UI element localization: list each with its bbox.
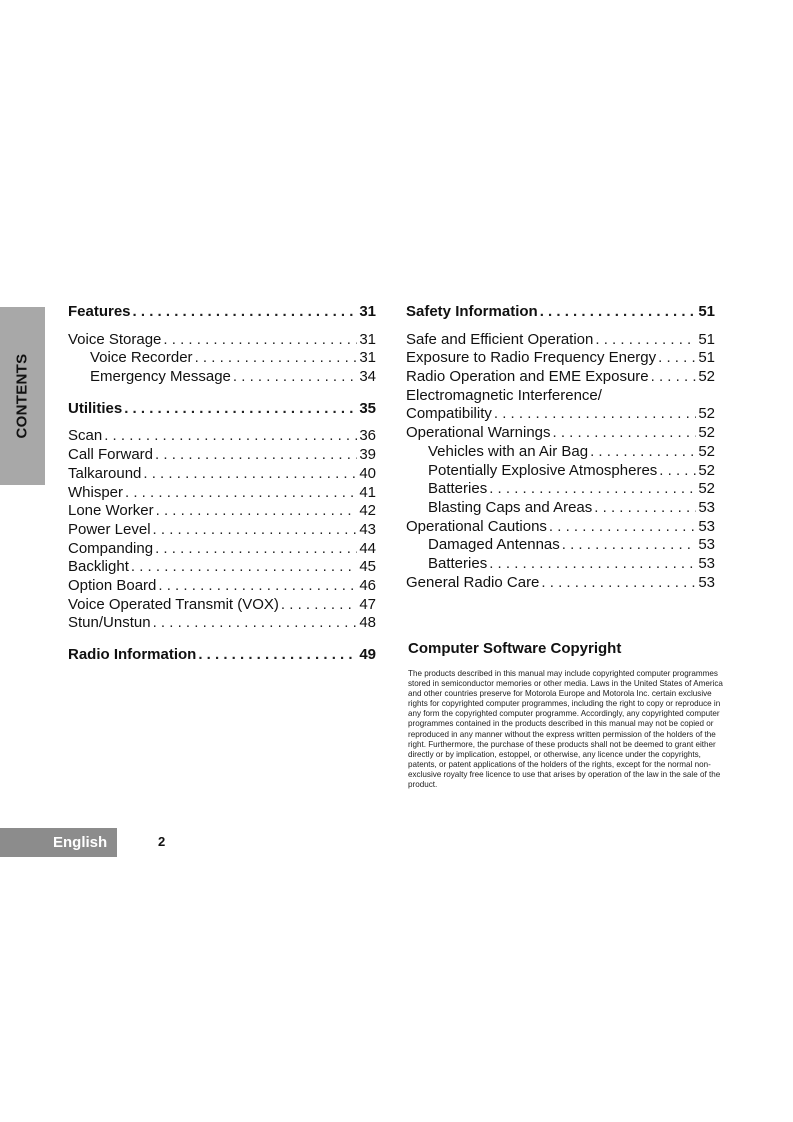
software-copyright-section — [408, 640, 730, 790]
toc-entry-title: Radio Information — [68, 646, 197, 663]
toc-entry-option-board[interactable] — [68, 577, 376, 596]
toc-entry-eme-exposure[interactable] — [406, 368, 715, 387]
toc-entry-utilities[interactable] — [68, 400, 376, 419]
toc-entry-page: 51 — [698, 349, 715, 367]
toc-entry-page: 51 — [698, 330, 715, 348]
toc-right-column — [406, 303, 715, 592]
leader-dots — [541, 574, 696, 593]
toc-entry-stun-unstun[interactable] — [68, 614, 376, 633]
toc-entry-page: 36 — [359, 427, 376, 445]
toc-entry-damaged-antennas[interactable] — [406, 536, 715, 555]
toc-entry-page: 51 — [698, 303, 715, 320]
toc-entry-page: 53 — [698, 498, 715, 516]
toc-entry-title: Whisper — [68, 483, 124, 501]
toc-entry-title: Backlight — [68, 558, 129, 576]
toc-entry-talkaround[interactable] — [68, 465, 376, 484]
leader-dots — [133, 303, 358, 322]
toc-entry-title: Scan — [68, 427, 103, 445]
toc-entry-title: Voice Operated Transmit (VOX) — [68, 595, 279, 613]
toc-entry-page: 47 — [359, 595, 376, 613]
leader-dots — [651, 368, 697, 387]
leader-dots — [281, 596, 357, 615]
toc-entry-title: Radio Operation and EME Exposure — [406, 368, 649, 386]
toc-entry-safety-information[interactable] — [406, 303, 715, 322]
language-label: English — [53, 834, 108, 851]
toc-entry-page: 45 — [359, 558, 376, 576]
leader-dots — [155, 540, 357, 559]
toc-entry-page: 31 — [359, 330, 376, 348]
toc-entry-operational-warnings[interactable] — [406, 424, 715, 443]
contents-tab-label: CONTENTS — [13, 353, 31, 439]
toc-entry-page: 43 — [359, 520, 376, 538]
leader-dots — [549, 518, 696, 537]
toc-entry-page: 42 — [359, 502, 376, 520]
toc-entry-explosive-atmospheres[interactable] — [406, 462, 715, 481]
toc-entry-page: 49 — [359, 646, 376, 663]
toc-entry-batteries[interactable] — [406, 555, 715, 574]
toc-entry-whisper[interactable] — [68, 484, 376, 503]
leader-dots — [595, 331, 696, 350]
toc-entry-vox[interactable] — [68, 596, 376, 615]
toc-entry-title: Damaged Antennas — [428, 536, 560, 554]
toc-entry-title: Option Board — [68, 576, 157, 594]
toc-entry-page: 44 — [359, 539, 376, 557]
toc-entry-title: Talkaround — [68, 464, 142, 482]
toc-entry-title: Batteries — [428, 554, 488, 572]
toc-entry-page: 52 — [698, 461, 715, 479]
leader-dots — [198, 646, 357, 665]
leader-dots — [155, 446, 357, 465]
toc-entry-scan[interactable] — [68, 427, 376, 446]
toc-entry-features[interactable] — [68, 303, 376, 322]
toc-entry-page: 40 — [359, 464, 376, 482]
toc-entry-emi-line2[interactable] — [406, 405, 715, 424]
software-copyright-title: Computer Software Copyright — [408, 640, 622, 657]
toc-entry-title: Stun/Unstun — [68, 614, 151, 632]
toc-entry-title: Blasting Caps and Areas — [428, 498, 593, 516]
toc-entry-blasting-caps[interactable] — [406, 499, 715, 518]
toc-entry-title: Electromagnetic Interference/ — [406, 386, 602, 404]
leader-dots — [195, 349, 358, 368]
toc-entry-operational-cautions[interactable] — [406, 518, 715, 537]
toc-entry-title: Compatibility — [406, 405, 492, 423]
leader-dots — [158, 577, 357, 596]
leader-dots — [143, 465, 357, 484]
toc-entry-lone-worker[interactable] — [68, 502, 376, 521]
toc-entry-voice-storage[interactable] — [68, 331, 376, 350]
toc-entry-emergency-message[interactable] — [68, 368, 376, 387]
toc-entry-title: Operational Warnings — [406, 424, 551, 442]
leader-dots — [489, 555, 696, 574]
toc-entry-vehicles-air-bag[interactable] — [406, 443, 715, 462]
toc-entry-title: Batteries — [428, 480, 488, 498]
toc-entry-page: 53 — [698, 517, 715, 535]
toc-entry-page: 31 — [359, 349, 376, 367]
toc-entry-page: 52 — [698, 442, 715, 460]
toc-entry-page: 48 — [359, 614, 376, 632]
toc-entry-voice-recorder[interactable] — [68, 349, 376, 368]
leader-dots — [562, 536, 697, 555]
leader-dots — [659, 462, 696, 481]
toc-entry-title: Vehicles with an Air Bag — [428, 442, 589, 460]
toc-entry-page: 53 — [698, 573, 715, 591]
toc-entry-title: Potentially Explosive Atmospheres — [428, 461, 658, 479]
toc-entry-page: 34 — [359, 368, 376, 386]
toc-entry-title: Features — [68, 303, 131, 320]
toc-entry-general-radio-care[interactable] — [406, 574, 715, 593]
toc-entry-page: 31 — [359, 303, 376, 320]
leader-dots — [131, 558, 357, 577]
toc-entry-safe-efficient-operation[interactable] — [406, 331, 715, 350]
leader-dots — [153, 614, 358, 633]
toc-entry-title: Voice Storage — [68, 330, 162, 348]
leader-dots — [124, 400, 357, 419]
toc-entry-title: Lone Worker — [68, 502, 154, 520]
leader-dots — [590, 443, 696, 462]
toc-entry-page: 35 — [359, 399, 376, 417]
leader-dots — [156, 502, 358, 521]
software-copyright-body: The products described in this manual may include copyrighted computer programmes stored in semiconductor memories or other media. Laws in the United States of America and other countries preserve for Motorola Europe and Motorola Inc. certain exclusive rights for copyrighted computer programmes, including the right to copy or reproduce in any form the copyrighted computer programme. Accordingly, any copyrighted computer programmes contained in the products described in this manual may not be copied or reproduced in any manner without the express written permission of the holders of the right. Furthermore, the purchase of these products shall not be deemed to grant either directly or by implication, estoppel, or otherwise, any licence under the copyrights, patents, or patent applications of the holders of the rights, except for the normal non-exclusive royalty free licence to use that arises by operation of the law in the sale of the product. — [408, 669, 723, 790]
toc-entry-page: 53 — [698, 554, 715, 572]
leader-dots — [553, 424, 697, 443]
toc-entry-companding[interactable] — [68, 540, 376, 559]
leader-dots — [540, 303, 697, 322]
leader-dots — [163, 331, 357, 350]
toc-entry-title: Safety Information — [406, 303, 538, 320]
toc-entry-title: Companding — [68, 539, 154, 557]
toc-entry-page: 52 — [698, 480, 715, 498]
toc-entry-call-forward[interactable] — [68, 446, 376, 465]
toc-entry-page: 41 — [359, 483, 376, 501]
toc-entry-page: 52 — [698, 368, 715, 386]
toc-entry-title: Emergency Message — [90, 368, 231, 386]
toc-entry-page: 46 — [359, 576, 376, 594]
leader-dots — [153, 521, 358, 540]
toc-entry-backlight[interactable] — [68, 558, 376, 577]
toc-entry-page: 52 — [698, 424, 715, 442]
toc-entry-title: General Radio Care — [406, 573, 540, 591]
leader-dots — [233, 368, 357, 387]
toc-entry-page: 52 — [698, 405, 715, 423]
toc-entry-page: 53 — [698, 536, 715, 554]
toc-entry-radio-information[interactable] — [68, 646, 376, 665]
toc-entry-title: Utilities — [68, 399, 123, 417]
toc-entry-batteries[interactable] — [406, 480, 715, 499]
toc-entry-title: Voice Recorder — [90, 349, 193, 367]
leader-dots — [489, 480, 696, 499]
leader-dots — [104, 427, 357, 446]
toc-entry-title: Exposure to Radio Frequency Energy — [406, 349, 657, 367]
toc-entry-rf-exposure[interactable] — [406, 349, 715, 368]
page-number: 2 — [158, 834, 166, 849]
leader-dots — [658, 349, 696, 368]
toc-left-column — [68, 303, 376, 665]
toc-entry-title: Call Forward — [68, 446, 154, 464]
toc-entry-page: 39 — [359, 446, 376, 464]
toc-entry-emi-line1[interactable] — [406, 387, 715, 406]
toc-entry-title: Operational Cautions — [406, 517, 547, 535]
toc-entry-title: Safe and Efficient Operation — [406, 330, 594, 348]
toc-entry-title: Power Level — [68, 520, 151, 538]
leader-dots — [594, 499, 696, 518]
leader-dots — [494, 405, 696, 424]
toc-entry-power-level[interactable] — [68, 521, 376, 540]
leader-dots — [125, 484, 357, 503]
